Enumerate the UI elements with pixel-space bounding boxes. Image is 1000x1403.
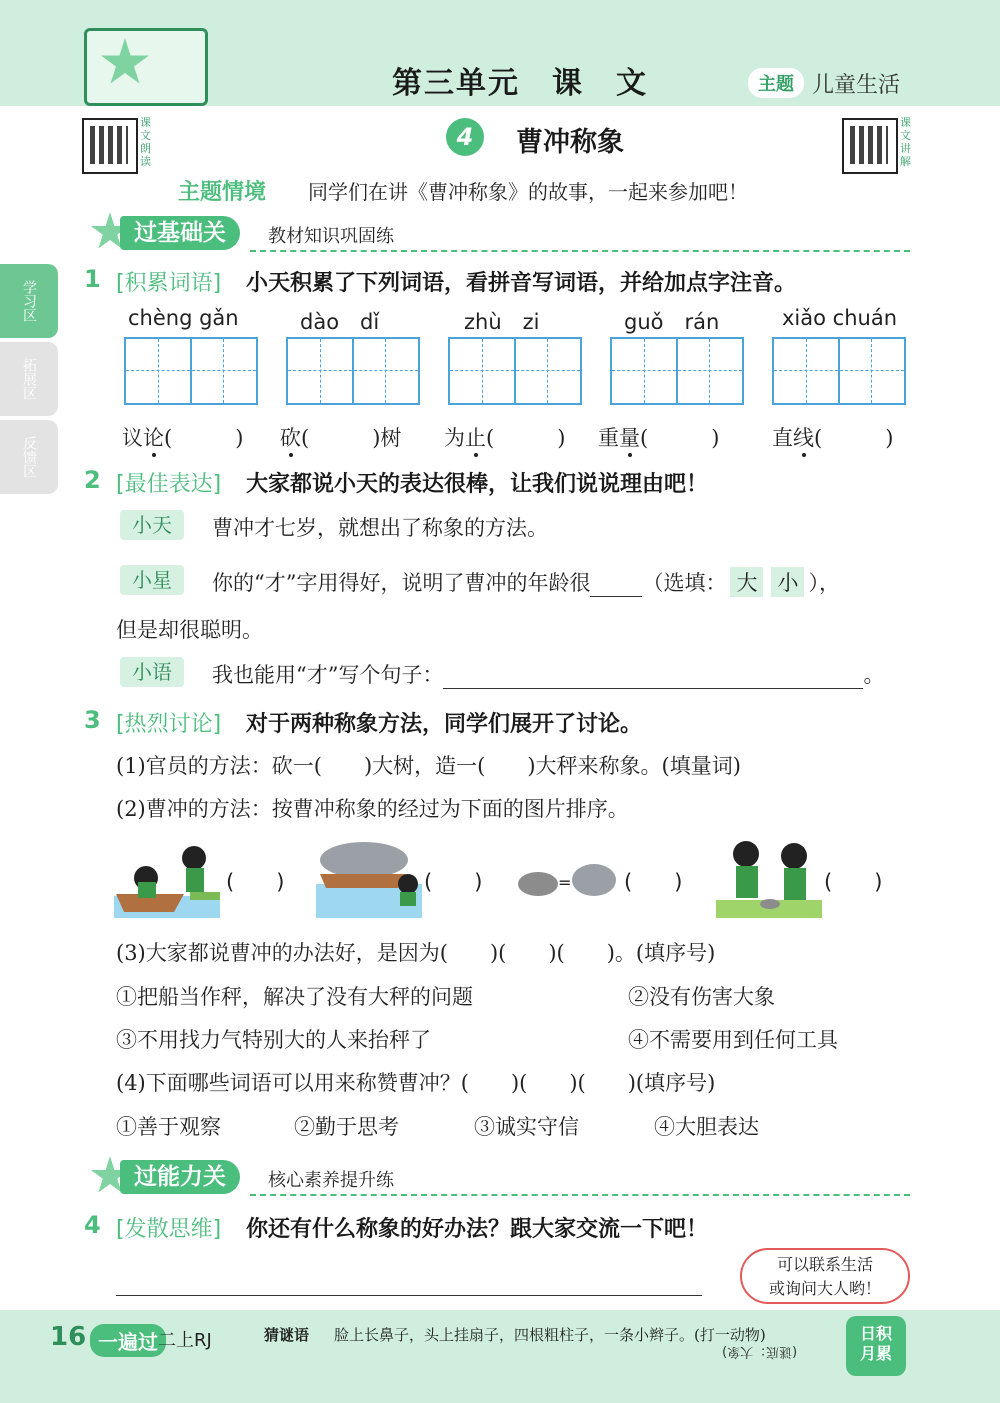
boys-weighing-stones-picture xyxy=(716,838,822,918)
tab-extend[interactable]: 拓展区 xyxy=(0,342,58,416)
order-blank[interactable]: ( ) xyxy=(424,870,483,894)
context-text: 同学们在讲《曹冲称象》的故事，一起来参加吧！ xyxy=(308,180,748,204)
page-number: 16 xyxy=(50,1322,87,1352)
speaker-text-cont: 但是却很聪明。 xyxy=(116,618,263,642)
pinyin-label: xiǎo chuán xyxy=(782,306,897,330)
question-number: 2 xyxy=(84,466,101,494)
sub-question: (2)曹冲的方法：按曹冲称象的经过为下面的图片排序。 xyxy=(116,797,629,821)
tab-study[interactable]: 学习区 xyxy=(0,264,58,338)
order-blank[interactable]: ( ) xyxy=(624,870,683,894)
question-number: 3 xyxy=(84,706,101,734)
side-tabs xyxy=(0,264,58,498)
order-blank[interactable]: ( ) xyxy=(226,870,285,894)
writing-grid[interactable] xyxy=(772,337,906,405)
choice-option: ②勤于思考 xyxy=(294,1115,399,1139)
sub-question: (1)官员的方法：砍一( )大树，造一( )大秤来称象。(填量词) xyxy=(116,754,741,778)
riddle-label: 猜谜语 xyxy=(264,1326,310,1344)
boat-stones-picture xyxy=(114,838,220,918)
question-number: 4 xyxy=(84,1211,101,1239)
hint-bubble: 可以联系生活 或询问大人哟！ xyxy=(740,1248,910,1304)
lesson-title: 曹冲称象 xyxy=(516,127,624,158)
dotted-word[interactable]: 直线( ) xyxy=(772,426,894,450)
section-subtitle: 核心素养提升练 xyxy=(268,1170,394,1191)
pinyin-label: guǒ rán xyxy=(624,310,720,334)
pinyin-label: zhù zi xyxy=(464,310,540,334)
question-tag: [最佳表达] xyxy=(116,472,222,497)
question-tag: [积累词语] xyxy=(116,271,222,296)
writing-grid[interactable] xyxy=(448,337,582,405)
speaker-label: 小天 xyxy=(120,510,184,540)
question-text: 你还有什么称象的好办法？跟大家交流一下吧！ xyxy=(246,1217,709,1242)
question-text: 大家都说小天的表达很棒，让我们说说理由吧！ xyxy=(246,472,709,497)
daily-badge: 日积 月累 xyxy=(846,1316,906,1376)
divider xyxy=(250,1194,910,1196)
question-number: 1 xyxy=(84,265,101,293)
question-tag: [热烈讨论] xyxy=(116,712,222,737)
question-text: 小天积累了下列词语，看拼音写词语，并给加点字注音。 xyxy=(246,271,797,296)
dotted-word[interactable]: 议论( ) xyxy=(122,426,244,450)
pinyin-label: dào dǐ xyxy=(300,310,380,334)
qr-code-icon[interactable] xyxy=(842,118,898,174)
choice-option: ③诚实守信 xyxy=(474,1115,579,1139)
sub-question: (3)大家都说曹冲的办法好，是因为( )( )( )。(填序号) xyxy=(116,941,716,965)
choice-option: ④不需要用到任何工具 xyxy=(628,1028,838,1052)
section-basic xyxy=(90,216,910,252)
section-ability xyxy=(90,1160,910,1196)
question-text: 对于两种称象方法，同学们展开了讨论。 xyxy=(246,712,643,737)
qr-note-left: 课文朗读 xyxy=(140,116,151,168)
writing-grid[interactable] xyxy=(286,337,420,405)
elephant-on-boat-picture xyxy=(316,838,422,918)
riddle-answer: (谜底：大象) xyxy=(722,1344,798,1359)
speaker-label: 小语 xyxy=(120,657,184,687)
dotted-word[interactable]: 重量( ) xyxy=(598,426,720,450)
dotted-word[interactable]: 为止( ) xyxy=(444,426,566,450)
speaker-text: 你的“才”字用得好，说明了曹冲的年龄很 （选填： 大 小 ）， xyxy=(212,567,840,597)
answer-blank[interactable] xyxy=(590,574,642,597)
writing-grid[interactable] xyxy=(610,337,744,405)
option-small[interactable]: 小 xyxy=(771,567,804,597)
qr-note-right: 课文讲解 xyxy=(900,116,911,168)
speaker-text: 曹冲才七岁，就想出了称象的方法。 xyxy=(212,516,548,540)
choice-option: ②没有伤害大象 xyxy=(628,985,775,1009)
tab-feedback[interactable]: 反馈区 xyxy=(0,420,58,494)
theme-tag: 主题 xyxy=(748,68,804,98)
choice-option: ①把船当作秤，解决了没有大秤的问题 xyxy=(116,985,473,1009)
answer-line[interactable] xyxy=(116,1295,702,1296)
speaker-label: 小星 xyxy=(120,565,184,595)
section-subtitle: 教材知识巩固练 xyxy=(268,226,394,247)
section-title: 过基础关 xyxy=(120,216,240,250)
blackboard-illustration xyxy=(84,28,208,106)
pinyin-label: chèng gǎn xyxy=(128,306,239,330)
option-big[interactable]: 大 xyxy=(730,567,763,597)
choice-option: ①善于观察 xyxy=(116,1115,221,1139)
order-blank[interactable]: ( ) xyxy=(824,870,883,894)
choice-option: ④大胆表达 xyxy=(654,1115,759,1139)
choice-option: ③不用找力气特别大的人来抬秤了 xyxy=(116,1028,431,1052)
context-label: 主题情境 xyxy=(178,180,267,205)
svg-text:=: = xyxy=(558,873,572,892)
answer-blank[interactable] xyxy=(443,666,863,689)
brand-logo: 一遍过 xyxy=(90,1324,166,1357)
unit-title: 第三单元 课 文 xyxy=(392,66,648,101)
question-tag: [发散思维] xyxy=(116,1217,222,1242)
theme-text: 儿童生活 xyxy=(812,73,901,98)
dotted-word[interactable]: 砍( )树 xyxy=(280,426,402,450)
speaker-text: 我也能用“才”写个句子： 。 xyxy=(212,663,885,687)
stones-equal-elephant-picture xyxy=(516,838,622,918)
qr-code-icon[interactable] xyxy=(82,118,138,174)
divider xyxy=(250,250,910,252)
grade-label: 二上RJ xyxy=(158,1330,212,1351)
sub-question: (4)下面哪些词语可以用来称赞曹冲？( )( )( )(填序号) xyxy=(116,1071,716,1095)
writing-grid[interactable] xyxy=(124,337,258,405)
riddle-text: 脸上长鼻子，头上挂扇子，四根粗柱子，一条小辫子。(打一动物) xyxy=(334,1326,766,1344)
lesson-number: 4 xyxy=(446,118,484,156)
section-title: 过能力关 xyxy=(120,1160,240,1194)
